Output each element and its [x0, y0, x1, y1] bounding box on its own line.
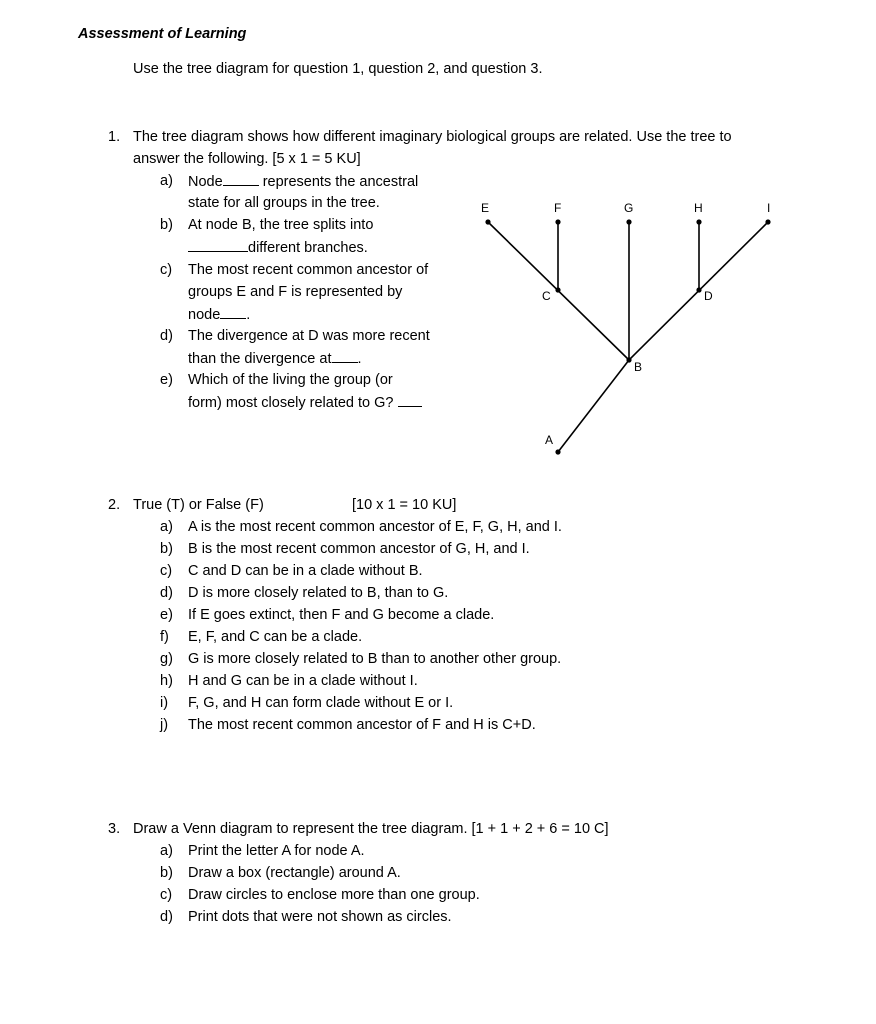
node-label-D: D: [704, 289, 713, 303]
q2c-label: c): [160, 563, 173, 579]
leaf-label-H: H: [694, 201, 703, 215]
leaf-label-G: G: [624, 201, 634, 215]
node-dot-C: [555, 287, 560, 292]
q3d-label: d): [160, 909, 173, 925]
q1d-line-1: The divergence at D was more recent: [188, 328, 430, 344]
q2c-text: C and D can be in a clade without B.: [188, 563, 423, 579]
branch-A-B: [558, 360, 629, 452]
node-dot-B: [626, 357, 631, 362]
q1e-text: form) most closely related to G?: [188, 395, 394, 411]
q2d-label: d): [160, 585, 173, 601]
q2-number: 2.: [108, 497, 121, 513]
node-label-B: B: [634, 360, 643, 374]
q1b-line-1: At node B, the tree splits into: [188, 217, 374, 233]
leaf-dot-I: [765, 219, 770, 224]
q1a-line-2: state for all groups in the tree.: [188, 195, 380, 211]
page-heading: Assessment of Learning: [78, 26, 247, 42]
node-label-A: A: [545, 433, 554, 447]
q1b-label: b): [160, 217, 173, 233]
q3a-text: Print the letter A for node A.: [188, 843, 365, 859]
q1c-line-1: The most recent common ancestor of: [188, 262, 429, 278]
q2b-label: b): [160, 541, 173, 557]
q1b-text: different branches.: [248, 240, 368, 256]
q2e-label: e): [160, 607, 173, 623]
q3b-text: Draw a box (rectangle) around A.: [188, 865, 401, 881]
leaf-dot-F: [555, 219, 560, 224]
q2d-text: D is more closely related to B, than to G.: [188, 585, 449, 601]
q2f-label: f): [160, 629, 169, 645]
node-label-C: C: [542, 289, 551, 303]
q1d-text-start: than the divergence at: [188, 351, 332, 367]
q2e-text: If E goes extinct, then F and G become a clade.: [188, 607, 495, 623]
q1c-line-2: groups E and F is represented by: [188, 284, 403, 300]
q1c-text-start: node: [188, 307, 221, 323]
q1a-text-end: represents the ancestral: [262, 174, 419, 190]
leaf-dot-E: [485, 219, 490, 224]
q2h-text: H and G can be in a clade without I.: [188, 673, 418, 689]
intro-text: Use the tree diagram for question 1, question 2, and question 3.: [133, 61, 543, 77]
node-dot-D: [696, 287, 701, 292]
q1c-text-end: .: [246, 307, 251, 323]
tree-dots: [485, 219, 770, 454]
q2j-text: The most recent common ancestor of F and H is C+D.: [188, 717, 536, 733]
q1e-line-1: Which of the living the group (or: [188, 372, 393, 388]
q2g-text: G is more closely related to B than to another other group.: [188, 651, 562, 667]
q2b-text: B is the most recent common ancestor of G, H, and I.: [188, 541, 530, 557]
q1-line-1: The tree diagram shows how different imaginary biological groups are related. Use the tree to: [133, 129, 732, 145]
leaf-dot-G: [626, 219, 631, 224]
q2-marks: [10 x 1 = 10 KU]: [352, 497, 457, 513]
q3d-text: Print dots that were not shown as circles.: [188, 909, 452, 925]
q3-title: Draw a Venn diagram to represent the tree diagram. [1 + 1 + 2 + 6 = 10 C]: [133, 821, 609, 837]
q2i-text: F, G, and H can form clade without E or I.: [188, 695, 454, 711]
q3-number: 3.: [108, 821, 121, 837]
q3c-text: Draw circles to enclose more than one group.: [188, 887, 480, 903]
q3b-label: b): [160, 865, 173, 881]
q1a-text-start: Node: [188, 174, 223, 190]
leaf-label-I: I: [767, 201, 771, 215]
q2a-label: a): [160, 519, 173, 535]
q3c-label: c): [160, 887, 173, 903]
q2a-text: A is the most recent common ancestor of E, F, G, H, and I.: [188, 519, 562, 535]
q3a-label: a): [160, 843, 173, 859]
leaf-label-E: E: [481, 201, 490, 215]
q2-title: True (T) or False (F): [133, 497, 264, 513]
q2h-label: h): [160, 673, 173, 689]
q1a-label: a): [160, 173, 173, 189]
q2g-label: g): [160, 651, 173, 667]
q2f-text: E, F, and C can be a clade.: [188, 629, 363, 645]
q2j-label: j): [160, 717, 169, 733]
leaf-dot-H: [696, 219, 701, 224]
q1d-label: d): [160, 328, 173, 344]
q1d-text-end: .: [357, 351, 362, 367]
leaf-label-F: F: [554, 201, 562, 215]
q1-line-2: answer the following. [5 x 1 = 5 KU]: [133, 151, 361, 167]
q1c-label: c): [160, 262, 173, 278]
q1e-label: e): [160, 372, 173, 388]
q1-number: 1.: [108, 129, 121, 145]
tree-branches: [488, 222, 768, 452]
node-dot-A: [555, 449, 560, 454]
q2i-label: i): [160, 695, 169, 711]
